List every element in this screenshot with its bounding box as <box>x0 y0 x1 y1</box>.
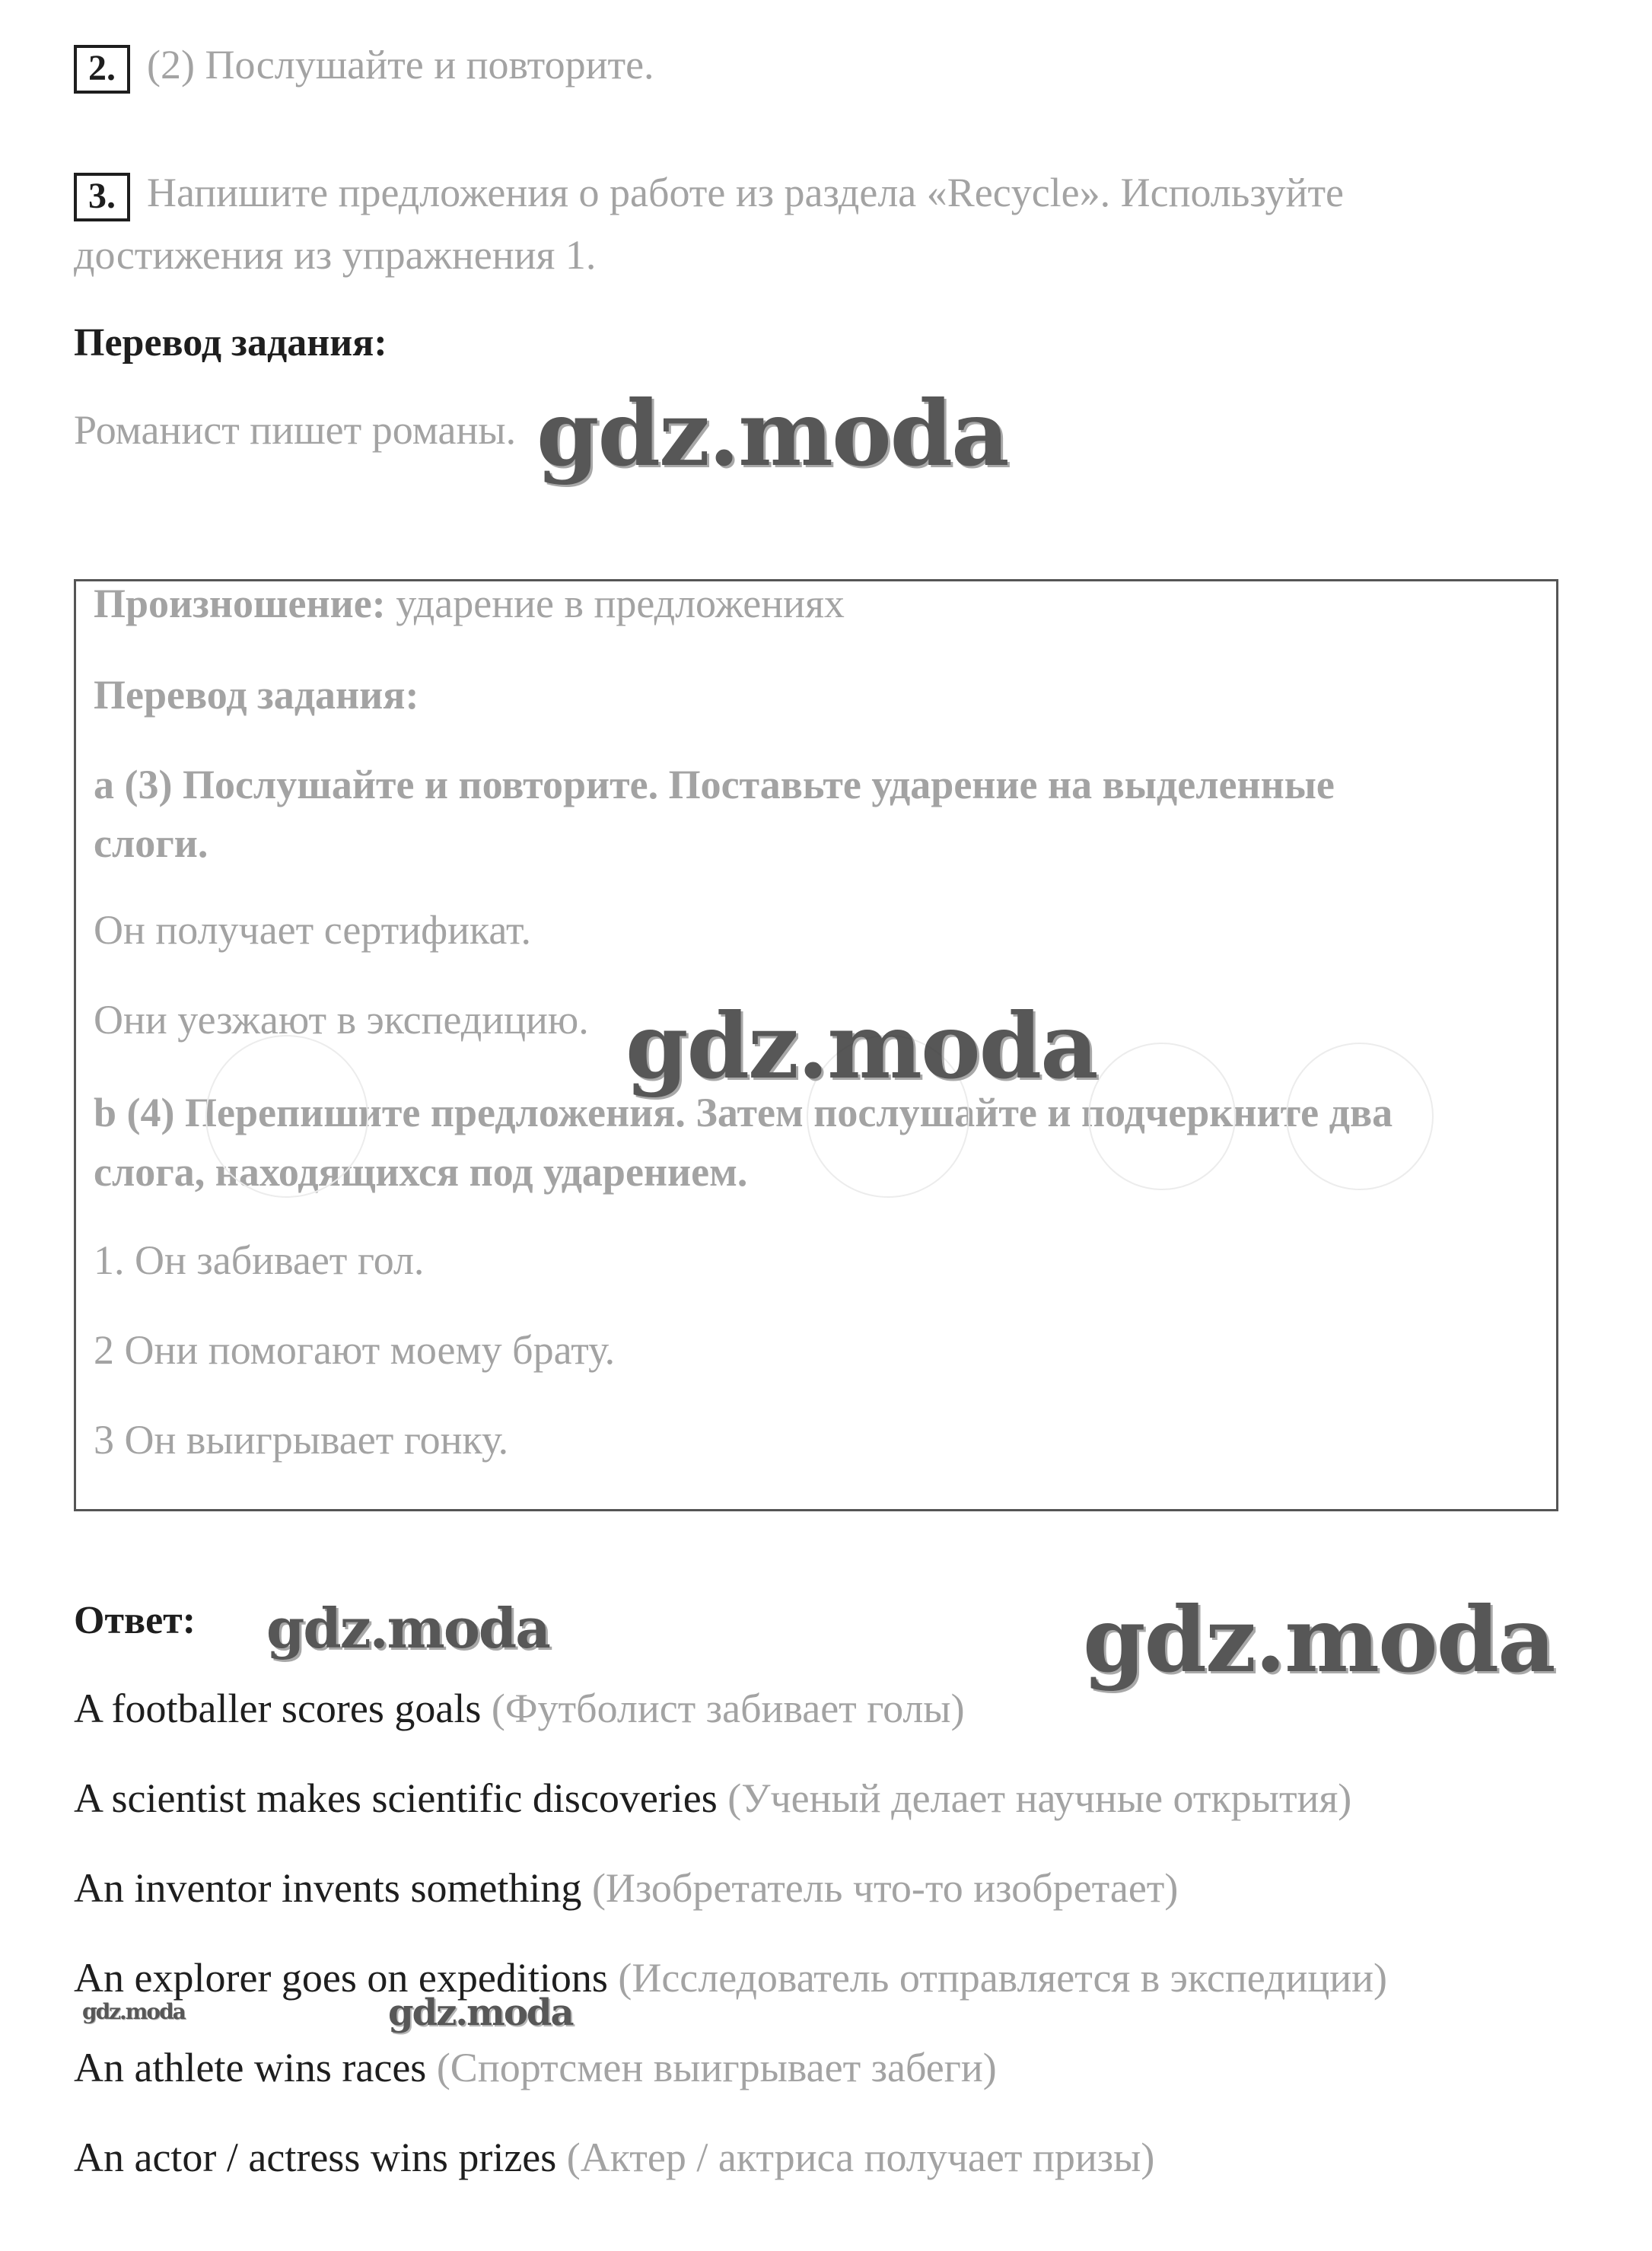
answer-ru: (Актер / актриса получает призы) <box>556 2135 1155 2180</box>
answer-line <box>74 2037 997 2098</box>
watermark-ring <box>1286 1043 1434 1190</box>
item-2: 2 Они помогают моему брату. <box>94 1327 616 1373</box>
answer-en: A scientist makes scientific discoveries <box>74 1775 718 1821</box>
item-3: 3 Он выигрывает гонку. <box>94 1417 509 1463</box>
watermark: gdz.moda <box>82 1999 185 2024</box>
watermark: gdz.moda <box>536 380 1008 486</box>
answer-line <box>74 2127 1154 2188</box>
task-a-line2: слоги. <box>94 820 208 866</box>
answer-ru: (Ученый делает научные открытия) <box>717 1775 1352 1821</box>
answer-line <box>74 1768 1351 1829</box>
answer-en: An actor / actress wins prizes <box>74 2135 557 2180</box>
sentence-1: Он получает сертификат. <box>94 907 532 953</box>
answer-ru: (Изобретатель что-то изобретает) <box>581 1865 1179 1911</box>
answer-ru: (Футболист забивает голы) <box>481 1686 965 1731</box>
watermark-ring <box>1088 1043 1236 1190</box>
pronunciation-line <box>94 575 845 632</box>
task-a-line1: a (3) Послушайте и повторите. Поставьте ударение на выделенные <box>94 762 1335 807</box>
answer-en: An explorer goes on expeditions <box>74 1955 608 2001</box>
answer-en: A footballer scores goals <box>74 1686 482 1731</box>
task-2 <box>74 33 654 96</box>
answer-line <box>74 1678 965 1739</box>
task-2-text: (2) Послушайте и повторите. <box>147 42 654 88</box>
answer-ru: (Исследователь отправляется в экспедиции) <box>607 1955 1388 2001</box>
watermark-ring <box>205 1035 368 1198</box>
answer-en: An inventor invents something <box>74 1865 582 1911</box>
task-3-line2: достижения из упражнения 1. <box>74 232 597 278</box>
watermark: gdz.moda <box>625 993 1097 1099</box>
answer-en: An athlete wins races <box>74 2045 427 2090</box>
watermark: gdz.moda <box>266 1596 549 1660</box>
answer-line <box>74 1858 1178 1918</box>
answer-ru: (Спортсмен выигрывает забеги) <box>426 2045 997 2090</box>
task-3-number: 3. <box>74 173 130 221</box>
watermark: gdz.moda <box>1083 1587 1555 1692</box>
translation-text: Романист пишет романы. <box>74 407 517 453</box>
pronunciation-text: ударение в предложениях <box>385 581 845 626</box>
translation-heading: Перевод задания: <box>74 321 387 365</box>
pronunciation-label: Произношение: <box>94 581 386 626</box>
watermark: gdz.moda <box>388 1992 573 2034</box>
task-3-line1: Напишите предложения о работе из раздела «Recycle». Используйте <box>147 170 1345 215</box>
task-b-line2: слога, находящихся под ударением. <box>94 1149 748 1195</box>
answer-label: Ответ: <box>74 1599 196 1642</box>
task-b-line1: b (4) Перепишите предложения. Затем послушайте и подчеркните два <box>94 1090 1393 1135</box>
task-2-number: 2. <box>74 45 130 94</box>
answer-line <box>74 1947 1387 2008</box>
task-3 <box>74 161 1344 224</box>
item-1: 1. Он забивает гол. <box>94 1237 425 1283</box>
box-heading: Перевод задания: <box>94 672 419 718</box>
sentence-2: Они уезжают в экспедицию. <box>94 997 589 1043</box>
